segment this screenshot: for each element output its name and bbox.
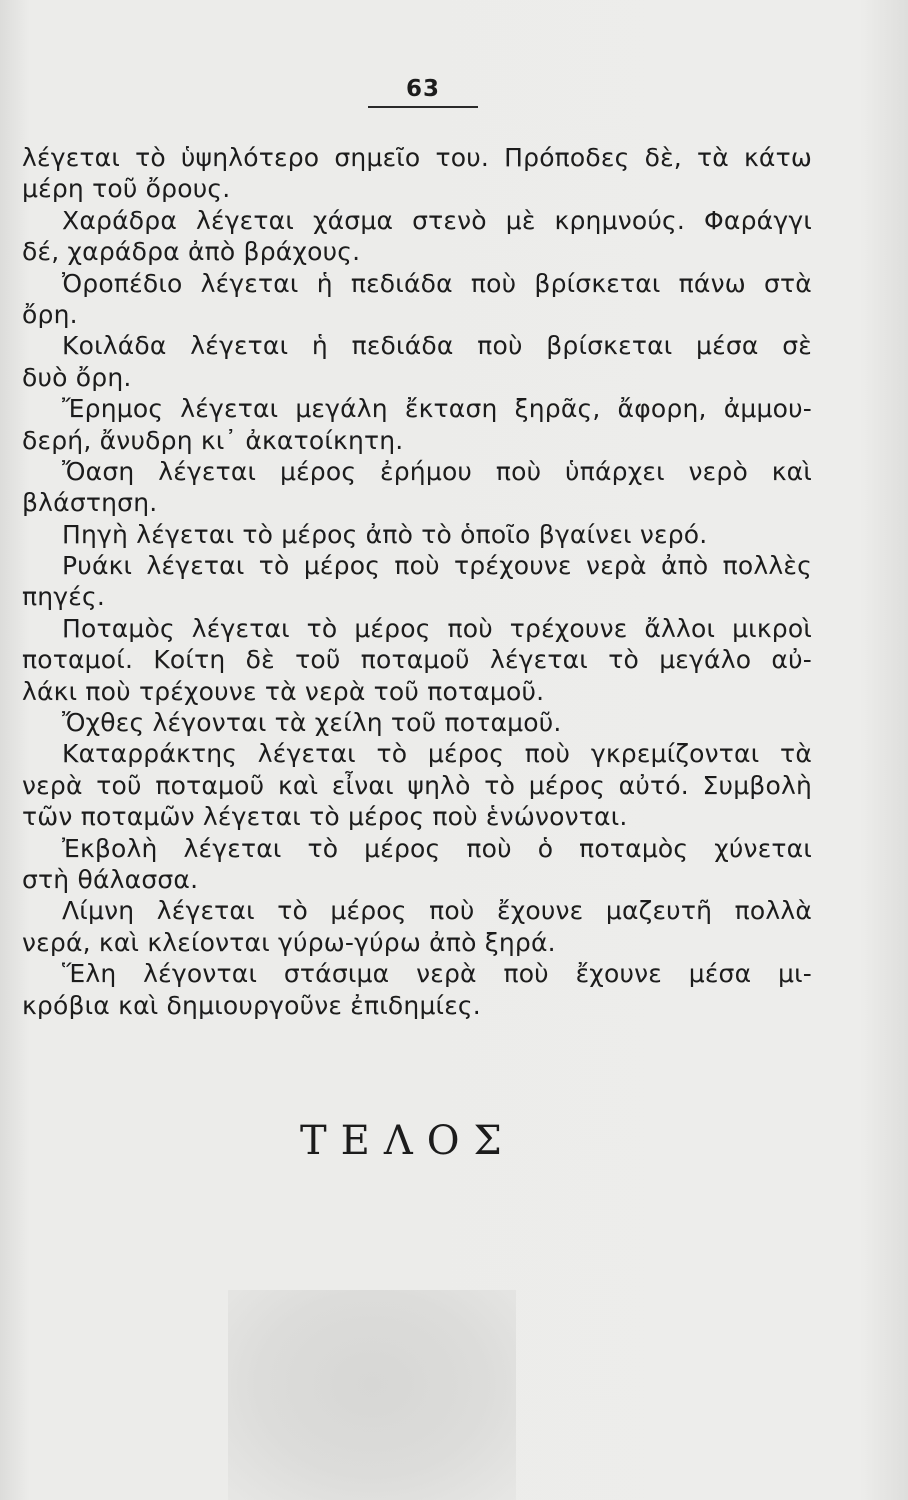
text-line: κρόβια καὶ δημιουργοῦνε ἐπιδημίες. — [22, 990, 481, 1020]
text-line: Λίμνη λέγεται τὸ μέρος ποὺ ἔχουνε μαζευτῆ πολλὰ — [62, 896, 812, 926]
text-line: ὄρη. — [22, 299, 78, 329]
page-number: 63 — [405, 76, 440, 102]
text-line: δέ, χαράδρα ἀπὸ βράχους. — [22, 237, 361, 267]
text-line: Ἕλη λέγονται στάσιμα νερὰ ποὺ ἔχουνε μέσα μι- — [62, 959, 812, 989]
text-line: δυὸ ὄρη. — [22, 362, 132, 392]
text-line: Καταρράκτης λέγεται τὸ μέρος ποὺ γκρεμίζονται τὰ — [62, 739, 812, 769]
body-text — [22, 142, 812, 1021]
text-line: Ὀροπέδιο λέγεται ἡ πεδιάδα ποὺ βρίσκεται πάνω στὰ — [62, 268, 812, 298]
text-line: Ὄχθες λέγονται τὰ χείλη τοῦ ποταμοῦ. — [62, 708, 562, 738]
text-line: λέγεται τὸ ὑψηλότερο σημεῖο του. Πρόποδες δὲ, τὰ κάτω — [22, 143, 812, 172]
text-line: Ρυάκι λέγεται τὸ μέρος ποὺ τρέχουνε νερὰ ἀπὸ πολλὲς — [62, 551, 812, 581]
text-line: λάκι ποὺ τρέχουνε τὰ νερὰ τοῦ ποταμοῦ. — [22, 676, 545, 706]
text-line: Ποταμὸς λέγεται τὸ μέρος ποὺ τρέχουνε ἄλλοι μικροὶ — [62, 613, 812, 643]
text-line: Πηγὴ λέγεται τὸ μέρος ἀπὸ τὸ ὁποῖο βγαίνει νερό. — [62, 519, 708, 549]
text-line: Ἔρημος λέγεται μεγάλη ἔκταση ξηρᾶς, ἄφορη, ἀμμου- — [62, 394, 812, 424]
end-mark: ΤΕΛΟΣ — [300, 1118, 516, 1164]
text-line: στὴ θάλασσα. — [22, 864, 199, 894]
text-line: Κοιλάδα λέγεται ἡ πεδιάδα ποὺ βρίσκεται μέσα σὲ — [62, 331, 812, 361]
text-line: τῶν ποταμῶν λέγεται τὸ μέρος ποὺ ἑνώνονται. — [22, 802, 628, 832]
page-number-rule — [368, 106, 478, 108]
text-line: Ἐκβολὴ λέγεται τὸ μέρος ποὺ ὁ ποταμὸς χύνεται — [62, 833, 812, 863]
text-line: νερὰ τοῦ ποταμοῦ καὶ εἶναι ψηλὸ τὸ μέρος αὐτό. Συμβολὴ — [22, 770, 812, 800]
text-line: πηγές. — [22, 582, 106, 612]
text-line: Χαράδρα λέγεται χάσμα στενὸ μὲ κρημνούς. Φαράγγι — [62, 205, 812, 235]
text-line: βλάστηση. — [22, 488, 158, 518]
text-line: Ὄαση λέγεται μέρος ἐρήμου ποὺ ὑπάρχει νερὸ καὶ — [62, 456, 812, 486]
text-line: δερή, ἄνυδρη κι᾿ ἀκατοίκητη. — [22, 425, 404, 455]
text-line: μέρη τοῦ ὄρους. — [22, 174, 231, 204]
text-line: ποταμοί. Κοίτη δὲ τοῦ ποταμοῦ λέγεται τὸ μεγάλο αὐ- — [22, 645, 812, 675]
text-line: νερά, καὶ κλείονται γύρω-γύρω ἀπὸ ξηρά. — [22, 927, 556, 957]
faded-stamp — [228, 1290, 516, 1500]
